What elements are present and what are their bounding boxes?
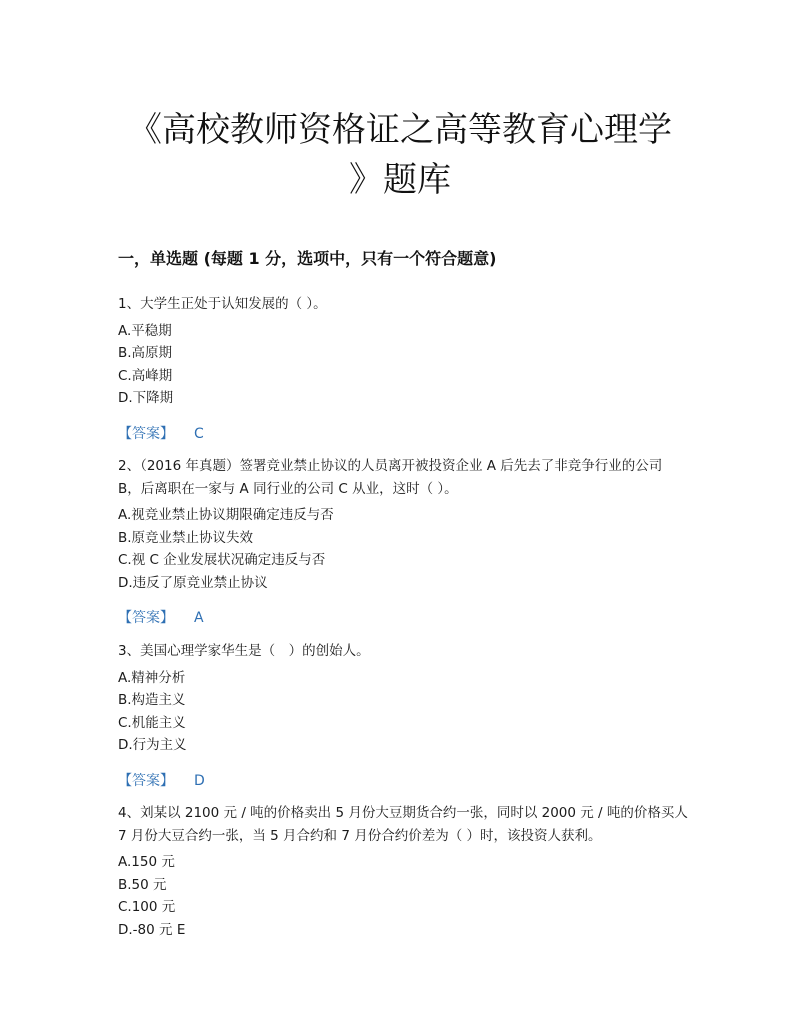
question-stem: 2、（2016 年真题）签署竞业禁止协议的人员离开被投资企业 A 后先去了非竞争行业的公司 B，后离职在一家与 A 同行业的公司 C 从业，这时（ ）。 xyxy=(118,458,663,497)
option-b: B.50 元 xyxy=(118,876,167,893)
title-line-2: 》题库 xyxy=(349,160,451,200)
option-c: C.机能主义 xyxy=(118,714,186,731)
answer-label: 【答案】 xyxy=(118,610,174,626)
title-line-1: 《高校教师资格证之高等教育心理学 xyxy=(128,110,672,150)
option-d: D.违反了原竞业禁止协议 xyxy=(118,574,268,591)
option-d: D.下降期 xyxy=(118,390,174,406)
option-a: A.精神分析 xyxy=(118,669,186,686)
option-list xyxy=(118,504,688,594)
question-stem: 4、刘某以 2100 元 / 吨的价格卖出 5 月份大豆期货合约一张，同时以 2000 元 / 吨的价格买人 7 月份大豆合约一张，当 5 月合约和 7 月份合约价差为（ ）时，该投资人获利。 xyxy=(118,805,688,844)
answer-label: 【答案】 xyxy=(118,772,174,789)
option-c: C.100 元 xyxy=(118,899,176,915)
answer-value: A xyxy=(194,610,204,626)
answer-line xyxy=(118,607,688,627)
question-1 xyxy=(118,293,688,443)
option-a: A.平稳期 xyxy=(118,322,172,339)
answer-label: 【答案】 xyxy=(118,425,174,442)
option-c: C.视 C 企业发展状况确定违反与否 xyxy=(118,552,326,568)
answer-line xyxy=(118,770,688,790)
question-stem: 1、大学生正处于认知发展的（ ）。 xyxy=(118,296,327,312)
answer-value: C xyxy=(194,425,204,442)
option-b: B.原竞业禁止协议失效 xyxy=(118,529,254,546)
question-4 xyxy=(118,802,688,941)
option-b: B.高原期 xyxy=(118,345,173,361)
option-d: D.行为主义 xyxy=(118,737,187,753)
option-a: A.视竞业禁止协议期限确定违反与否 xyxy=(118,507,334,523)
document-title xyxy=(100,105,700,205)
question-3 xyxy=(118,640,688,790)
question-stem: 3、美国心理学家华生是（ ）的创始人。 xyxy=(118,643,370,659)
answer-line xyxy=(118,423,688,443)
option-list xyxy=(118,851,688,941)
option-c: C.高峰期 xyxy=(118,367,173,384)
option-d: D.-80 元 E xyxy=(118,921,186,938)
option-list xyxy=(118,320,688,410)
option-b: B.构造主义 xyxy=(118,692,186,708)
question-2 xyxy=(118,455,688,627)
section-heading: 一，单选题 (每题 1 分，选项中，只有一个符合题意) xyxy=(118,249,497,268)
option-a: A.150 元 xyxy=(118,854,175,870)
option-list xyxy=(118,667,688,757)
answer-value: D xyxy=(194,772,205,789)
